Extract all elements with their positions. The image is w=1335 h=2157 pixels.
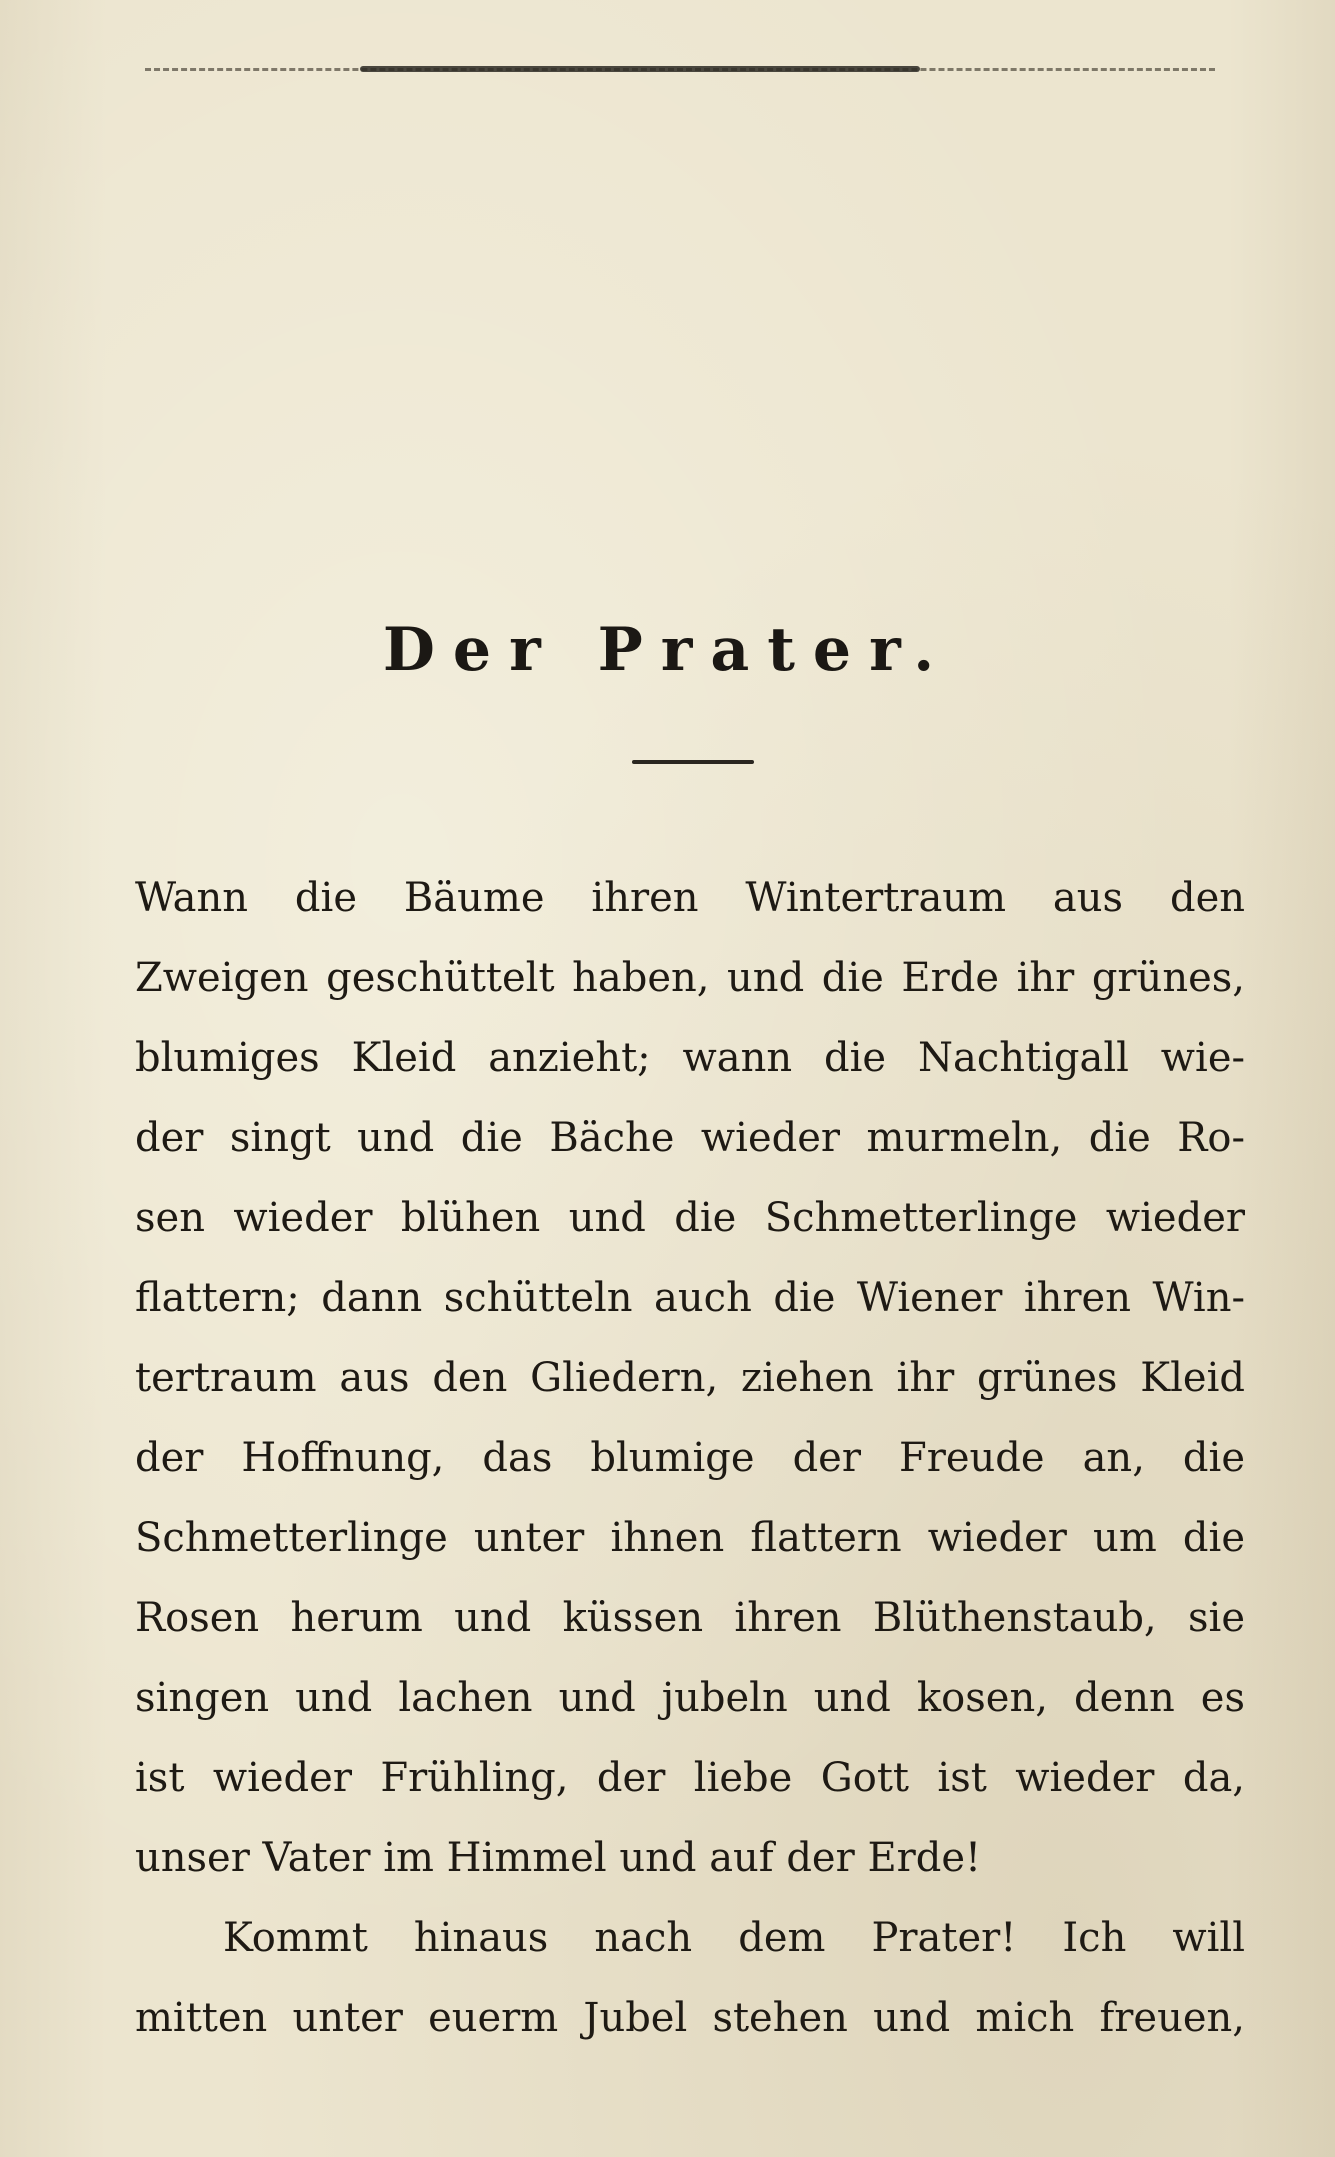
- text-line: singen und lachen und jubeln und kosen, denn es: [135, 1675, 1245, 1721]
- text-line: blumiges Kleid anzieht; wann die Nachtigall wie-: [135, 1035, 1245, 1081]
- text-line: mitten unter euerm Jubel stehen und mich freuen,: [135, 1995, 1245, 2041]
- body-text: [135, 858, 1245, 2058]
- text-line: Wann die Bäume ihren Wintertraum aus den: [135, 875, 1245, 921]
- text-line: Kommt hinaus nach dem Prater! Ich will: [223, 1915, 1245, 1961]
- text-line: der singt und die Bäche wieder murmeln, die Ro-: [135, 1115, 1245, 1161]
- text-line: Rosen herum und küssen ihren Blüthenstaub, sie: [135, 1595, 1245, 1641]
- title-divider: [632, 760, 754, 764]
- text-line: Schmetterlinge unter ihnen flattern wieder um die: [135, 1515, 1245, 1561]
- text-line: tertraum aus den Gliedern, ziehen ihr grünes Kleid: [135, 1355, 1245, 1401]
- text-line: sen wieder blühen und die Schmetterlinge wieder: [135, 1195, 1245, 1241]
- header-rule-bold: [360, 66, 920, 72]
- text-line: Zweigen geschüttelt haben, und die Erde ihr grünes,: [135, 955, 1245, 1001]
- text-line: ist wieder Frühling, der liebe Gott ist wieder da,: [135, 1755, 1245, 1801]
- text-line: der Hoffnung, das blumige der Freude an, die: [135, 1435, 1245, 1481]
- text-line: unser Vater im Himmel und auf der Erde!: [135, 1835, 982, 1881]
- chapter-title: Der Prater.: [382, 615, 953, 685]
- text-line: flattern; dann schütteln auch die Wiener ihren Win-: [135, 1275, 1245, 1321]
